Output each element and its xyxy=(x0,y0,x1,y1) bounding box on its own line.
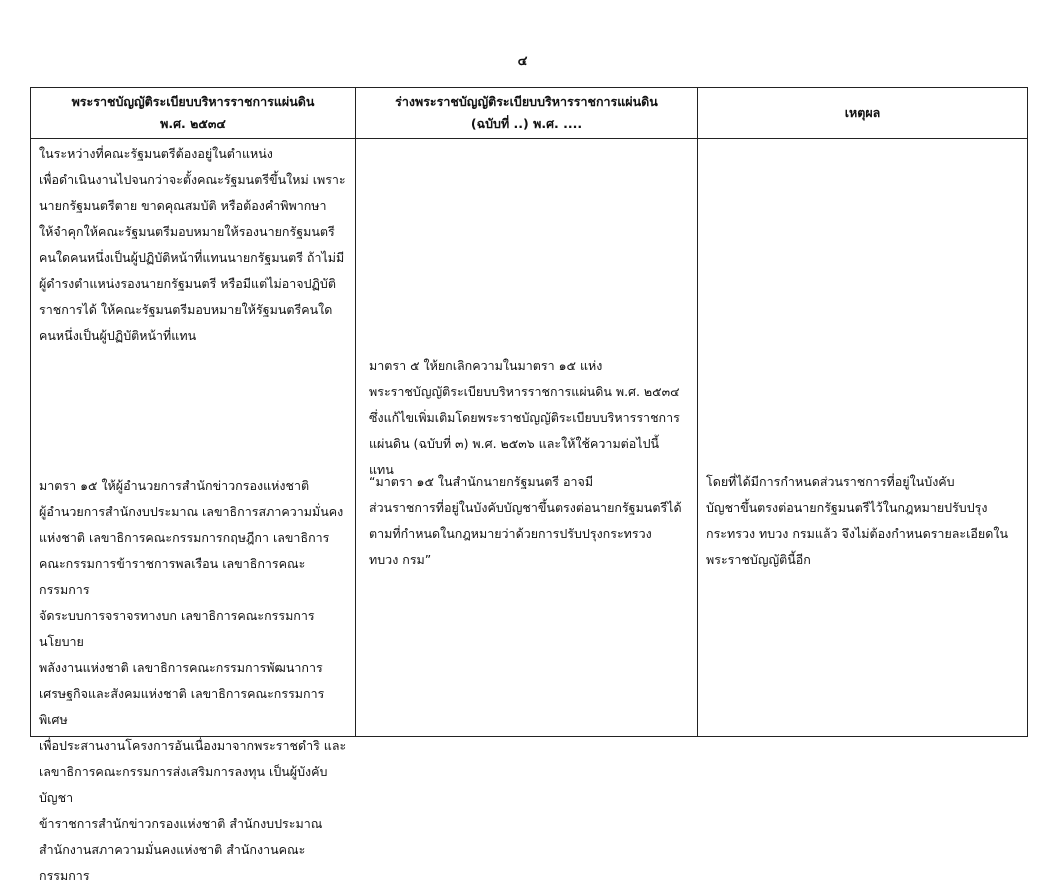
header-draft-act xyxy=(356,88,697,138)
header-reason-text: เหตุผล xyxy=(844,105,881,120)
column-divider-2 xyxy=(697,88,698,736)
draft-act-paragraph-2: “มาตรา ๑๕ ในสำนักนายกรัฐมนตรี อาจมี ส่วนราชการที่อยู่ในบังคับบัญชาขึ้นตรงต่อนายกรัฐมนตรีได้ ตามที่กำหนดในกฎหมายว่าด้วยการปรับปรุงกระทรวง ทบวง กรม” xyxy=(369,474,682,567)
header-reason xyxy=(698,88,1027,138)
header-current-act xyxy=(31,88,355,138)
page-number: ๔ xyxy=(517,54,528,69)
reason-paragraph-1: โดยที่ได้มีการกำหนดส่วนราชการที่อยู่ในบังคับ บัญชาขึ้นตรงต่อนายกรัฐมนตรีไว้ในกฎหมายปรับปรุง กระทรวง ทบวง กรมแล้ว จึงไม่ต้องกำหนดรายละเอียดใน พระราชบัญญัตินี้อีก xyxy=(706,474,1009,567)
header-draft-act-line1: ร่างพระราชบัญญัติระเบียบบริหารราชการแผ่นดิน xyxy=(395,94,658,109)
comparison-table xyxy=(30,87,1028,883)
draft-act-cell-2 xyxy=(369,469,691,573)
reason-cell-1 xyxy=(706,469,1022,573)
draft-act-paragraph-1: มาตรา ๕ ให้ยกเลิกความในมาตรา ๑๕ แห่ง พระราชบัญญัติระเบียบบริหารราชการแผ่นดิน พ.ศ. ๒๕๓๔ ซึ่งแก้ไขเพิ่มเติมโดยพระราชบัญญัติระเบียบบริหารราชการ แผ่นดิน (ฉบับที่ ๓) พ.ศ. ๒๕๓๖ และให้ใช้ความต่อไปนี้ แทน xyxy=(369,358,680,477)
current-act-cell-2 xyxy=(39,473,353,889)
header-draft-act-line2: (ฉบับที่ ..) พ.ศ. .... xyxy=(470,116,583,131)
current-act-paragraph-2: มาตรา ๑๕ ให้ผู้อำนวยการสำนักข่าวกรองแห่งชาติ ผู้อำนวยการสำนักงบประมาณ เลขาธิการสภาความมั่นคง แห่งชาติ เลขาธิการคณะกรรมการกฤษฎีกา เลขาธิการ คณะกรรมการข้าราชการพลเรือน เลขาธิการคณะกรรมการ จัดระบบการจราจรทางบก เลขาธิการคณะกรรมการนโยบาย พลังงานแห่งชาติ เลขาธิการคณะกรรมการพัฒนาการ เศรษฐกิจและสังคมแห่งชาติ เลขาธิการคณะกรรมการพิเศษ เพื่อประสานงานโครงการอันเนื่องมาจากพระราชดำริ และ เลขาธิการคณะกรรมการส่งเสริมการลงทุน เป็นผู้บังคับบัญชา ข้าราชการสำนักข่าวกรองแห่งชาติ สำนักงบประมาณ สำนักงานสภาความมั่นคงแห่งชาติ สำนักงานคณะกรรมการ xyxy=(39,478,347,883)
header-divider xyxy=(31,138,1027,139)
column-divider-1 xyxy=(355,88,356,736)
header-current-act-line1: พระราชบัญญัติระเบียบบริหารราชการแผ่นดิน xyxy=(71,94,315,109)
current-act-paragraph-1: ในระหว่างที่คณะรัฐมนตรีต้องอยู่ในตำแหน่ง เพื่อดำเนินงานไปจนกว่าจะตั้งคณะรัฐมนตรีขึ้นใหม่ เพราะ นายกรัฐมนตรีตาย ขาดคุณสมบัติ หรือต้องคำพิพากษา ให้จำคุกให้คณะรัฐมนตรีมอบหมายให้รองนายกรัฐมนตรี คนใดคนหนึ่งเป็นผู้ปฏิบัติหน้าที่แทนนายกรัฐมนตรี ถ้าไม่มี ผู้ดำรงตำแหน่งรองนายกรัฐมนตรี หรือมีแต่ไม่อาจปฏิบัติ ราชการได้ ให้คณะรัฐมนตรีมอบหมายให้รัฐมนตรีคนใด คนหนึ่งเป็นผู้ปฏิบัติหน้าที่แทน xyxy=(39,146,346,343)
draft-act-cell-1 xyxy=(369,353,691,483)
header-current-act-line2: พ.ศ. ๒๕๓๔ xyxy=(160,116,226,131)
current-act-cell-1 xyxy=(39,141,353,349)
